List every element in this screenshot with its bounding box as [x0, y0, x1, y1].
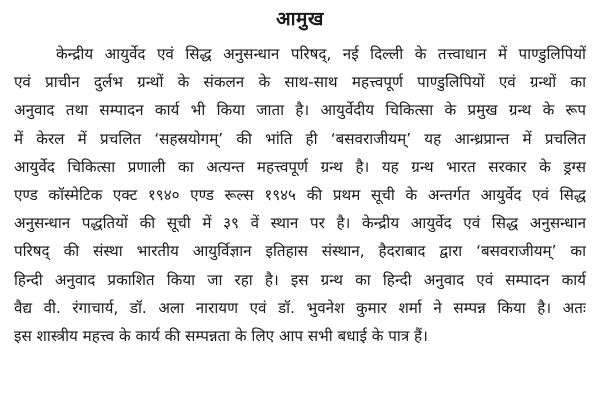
- paragraph-line: अनुवाद तथा सम्पादन कार्य भी किया जाता है। आयुर्वेदीय चिकित्सा के प्रमुख ग्रन्थ के रूप: [14, 101, 586, 120]
- paragraph-line: इस शास्त्रीय महत्त्व के कार्य की सम्पन्नता के लिए आप सभी बधाई के पात्र हैं।: [14, 327, 428, 346]
- paragraph-line: में केरल में प्रचलित ‘सहस्रयोगम्’ की भांति ही ‘बसवराजीयम्’ यह आन्ध्रप्रान्त में प्रचलित: [14, 129, 586, 148]
- paragraph-line: हिन्दी अनुवाद प्रकाशित किया जा रहा है। इस ग्रन्थ का हिन्दी अनुवाद एवं सम्पादन कार्य: [14, 270, 586, 289]
- paragraph-line: वैद्य वी. रंगाचार्य, डॉ. अला नारायण एवं डॉ. भुवनेश कुमार शर्मा ने सम्पन्न किया है। अतः: [14, 298, 586, 317]
- paragraph-line: केन्द्रीय आयुर्वेद एवं सिद्ध अनुसन्धान परिषद्, नई दिल्ली के तत्त्वाधान में पाण्डुलिपियों: [56, 45, 586, 63]
- paragraph-line: आयुर्वेद चिकित्सा प्रणाली का अत्यन्त महत्त्वपूर्ण ग्रन्थ है। यह ग्रन्थ भारत सरकार के ड्रग्स: [14, 157, 586, 176]
- paragraph-line: एवं प्राचीन दुर्लभ ग्रन्थों के संकलन के साथ-साथ महत्त्वपूर्ण पाण्डुलिपियों एवं ग्रन्थों का: [14, 73, 586, 92]
- page-title: आमुख: [276, 8, 324, 30]
- paragraph-line: एण्ड कॉस्मेटिक एक्ट १९४० एण्ड रूल्स १९४५ की प्रथम सूची के अन्तर्गत आयुर्वेद एवं सिद्ध: [14, 186, 586, 205]
- paragraph-line: अनुसन्धान पद्धतियों की सूची में ३९ वें स्थान पर है। केन्द्रीय आयुर्वेद एवं सिद्ध अनुसन्धान: [14, 214, 586, 233]
- paragraph-line: परिषद् की संस्था भारतीय आयुर्विज्ञान इतिहास संस्थान, हैदराबाद द्वारा ‘बसवराजीयम्’ का: [14, 242, 586, 261]
- body-paragraph: [14, 40, 586, 350]
